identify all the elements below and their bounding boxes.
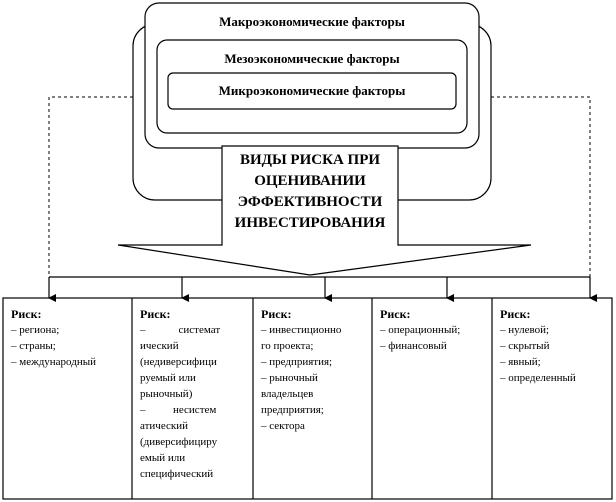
risk-item: го проекта; xyxy=(261,340,314,352)
risk-types-title-line: ЭФФЕКТИВНОСТИ xyxy=(237,194,383,210)
risk-column-title: Риск: xyxy=(11,307,42,321)
risk-column-title: Риск: xyxy=(261,307,292,321)
risk-types-title-line: ОЦЕНИВАНИИ xyxy=(254,173,366,189)
risk-item: – региона; xyxy=(11,324,60,336)
risk-item: – сектора xyxy=(261,420,305,432)
risk-item: – финансовый xyxy=(380,340,447,352)
risk-column-title: Риск: xyxy=(500,307,531,321)
risk-item: – скрытый xyxy=(500,340,550,352)
risk-item: – определенный xyxy=(500,372,576,384)
risk-item: – рыночный xyxy=(261,372,318,384)
macro-factors-label: Макроэкономические факторы xyxy=(219,14,405,29)
risk-column-visibility xyxy=(492,302,612,492)
risk-item: (диверсифициру xyxy=(140,436,218,448)
meso-factors-label: Мезоэкономические факторы xyxy=(224,51,400,66)
right-dashed-connector xyxy=(491,97,590,277)
risk-column-entity xyxy=(253,302,372,492)
risk-item: – страны; xyxy=(11,340,56,352)
micro-factors-label: Микроэкономические факторы xyxy=(218,83,406,98)
risk-item: – предприятия; xyxy=(261,356,333,368)
risk-types-title xyxy=(222,150,398,234)
risk-column-title: Риск: xyxy=(140,307,171,321)
risk-item: емый или xyxy=(140,452,186,464)
risk-types-title-line: ВИДЫ РИСКА ПРИ xyxy=(239,152,381,168)
risk-item: – несистем xyxy=(140,404,217,416)
risk-item: – системат xyxy=(140,324,221,336)
risk-item: (недиверсифици xyxy=(140,356,217,368)
risk-item: рыночный) xyxy=(140,388,193,400)
risk-item: владельцев xyxy=(261,388,314,400)
risk-item: атический xyxy=(140,420,188,432)
risk-types-title-line: ИНВЕСТИРОВАНИЯ xyxy=(234,215,386,231)
risk-item: руемый или xyxy=(140,372,196,384)
risk-column-geographic xyxy=(3,302,132,492)
risk-item: – нулевой; xyxy=(500,324,550,336)
left-dashed-connector xyxy=(49,97,133,277)
risk-column-business xyxy=(372,302,492,492)
risk-column-systematic xyxy=(132,302,253,492)
risk-item: – явный; xyxy=(500,356,541,368)
risk-item: – инвестиционно xyxy=(261,324,342,336)
risk-item: предприятия; xyxy=(261,404,324,416)
risk-column-title: Риск: xyxy=(380,307,411,321)
risk-item: специфический xyxy=(140,468,214,480)
risk-item: – операционный; xyxy=(380,324,461,336)
risk-item: ический xyxy=(140,340,179,352)
risk-item: – международный xyxy=(11,356,97,368)
